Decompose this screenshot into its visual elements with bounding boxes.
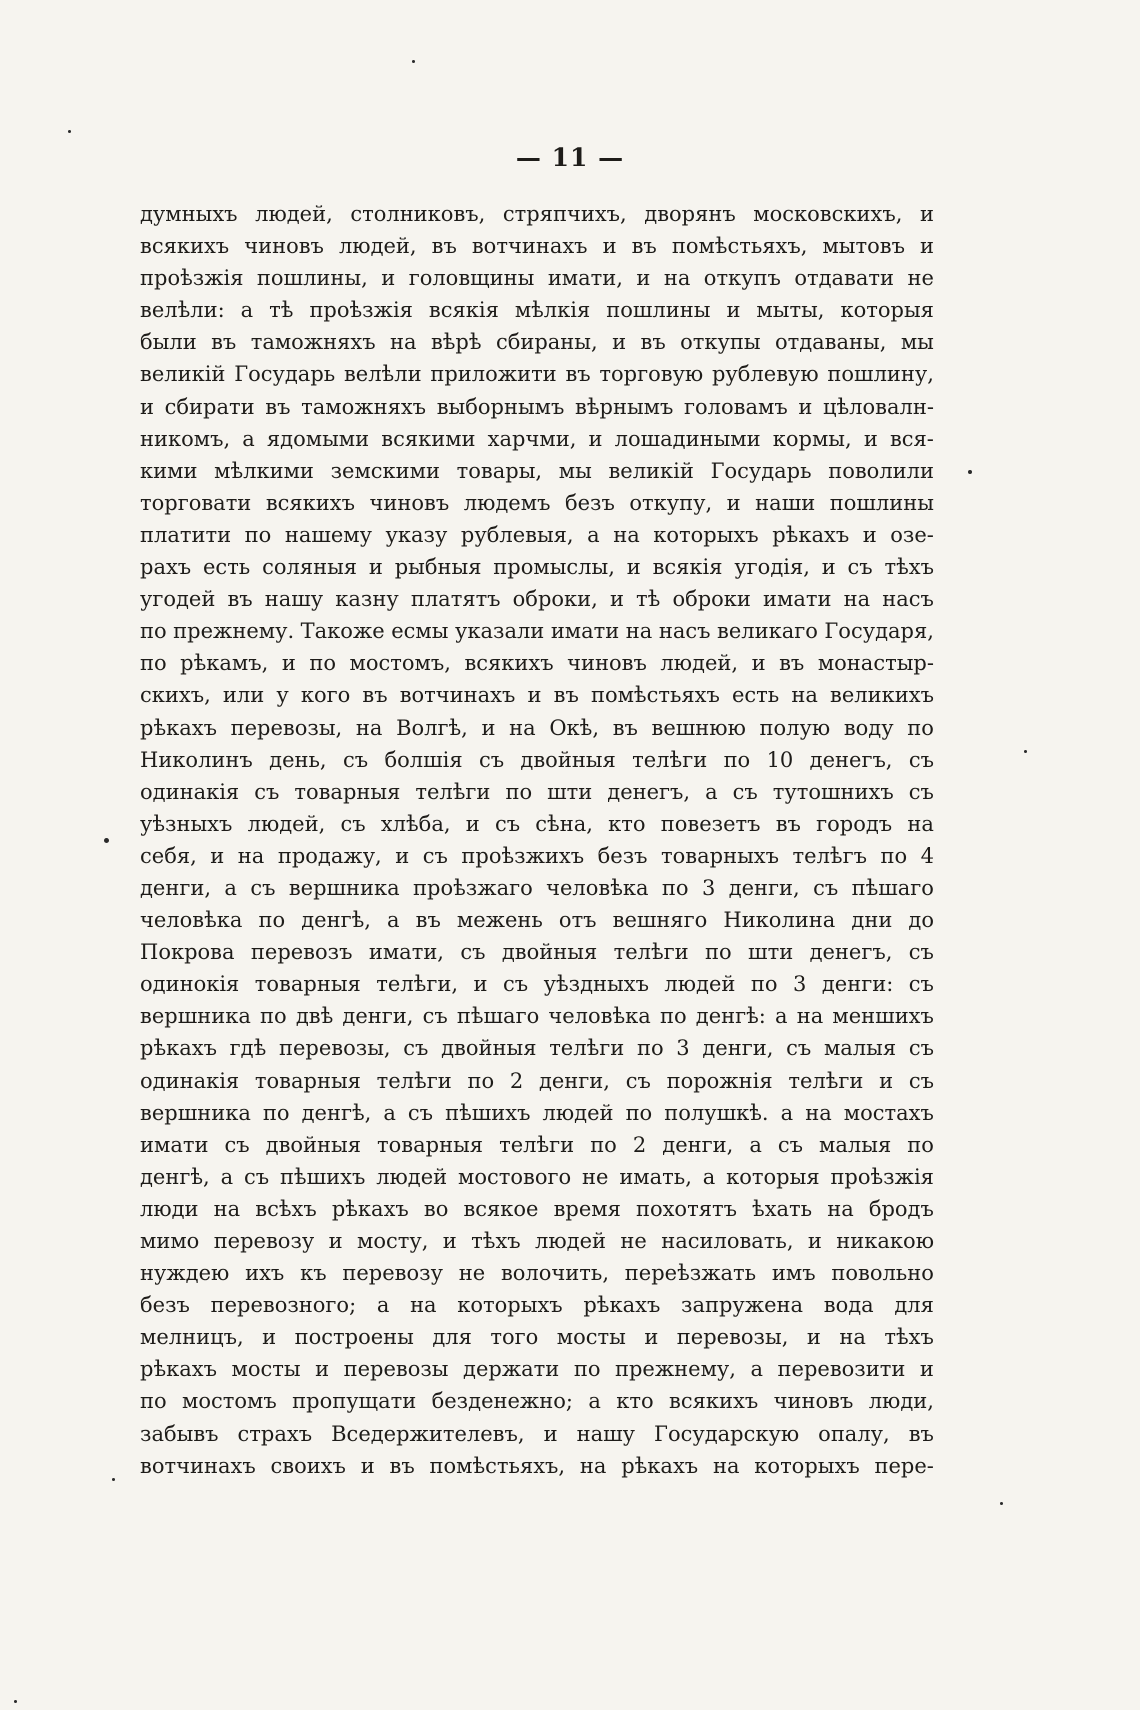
- text-line: всякихъ чиновъ людей, въ вотчинахъ и въ помѣстьяхъ, мытовъ и: [140, 234, 934, 259]
- text-line: вершника по денгѣ, а съ пѣшихъ людей по полушкѣ. а на мостахъ: [140, 1100, 934, 1125]
- text-line: вершника по двѣ денги, съ пѣшаго человѣка по денгѣ: а на меншихъ: [140, 1004, 934, 1029]
- text-line: Покрова перевозъ имати, съ двойныя телѣги по шти денегъ, съ: [140, 940, 934, 965]
- text-line: велѣли: а тѣ проѣзжія всякія мѣлкія пошлины и мыты, которыя: [140, 298, 934, 323]
- text-line: денги, а съ вершника проѣзжаго человѣка по 3 денги, съ пѣшаго: [140, 875, 934, 900]
- text-line: уѣзныхъ людей, съ хлѣба, и съ сѣна, кто повезетъ въ городъ на: [140, 811, 934, 836]
- text-line: одинокія товарныя телѣги, и съ уѣздныхъ людей по 3 денги: съ: [140, 972, 934, 997]
- text-line: по рѣкамъ, и по мостомъ, всякихъ чиновъ людей, и въ монастыр-: [140, 651, 934, 676]
- text-line: никомъ, а ядомыми всякими харчми, и лошадиными кормы, и вся-: [140, 426, 934, 451]
- text-line: по мостомъ пропущати безденежно; а кто всякихъ чиновъ люди,: [140, 1389, 934, 1414]
- scan-speck: [1024, 750, 1027, 753]
- text-line: платити по нашему указу рублевыя, а на которыхъ рѣкахъ и озе-: [140, 522, 934, 547]
- text-line: кими мѣлкими земскими товары, мы великій Государь поволили: [140, 458, 934, 483]
- scan-speck: [968, 470, 972, 474]
- text-line: забывъ страхъ Вседержителевъ, и нашу Государскую опалу, въ: [140, 1421, 934, 1446]
- body-text: [140, 198, 934, 1482]
- text-line: рѣкахъ гдѣ перевозы, съ двойныя телѣги по 3 денги, съ малыя съ: [140, 1036, 934, 1061]
- text-line: мелницъ, и построены для того мосты и перевозы, и на тѣхъ: [140, 1325, 934, 1350]
- scan-speck: [104, 838, 109, 843]
- text-line: думныхъ людей, столниковъ, стряпчихъ, дворянъ московскихъ, и: [140, 202, 934, 226]
- text-line: себя, и на продажу, и съ проѣзжихъ безъ товарныхъ телѣгъ по 4: [140, 843, 934, 868]
- text-line: великій Государь велѣли приложити въ торговую рублевую пошлину,: [140, 362, 934, 387]
- scan-speck: [14, 1700, 17, 1703]
- text-line: одинакія съ товарныя телѣги по шти денегъ, а съ тутошнихъ съ: [140, 779, 934, 804]
- text-line: имати съ двойныя товарныя телѣги по 2 денги, а съ малыя по: [140, 1132, 934, 1157]
- text-line: были въ таможняхъ на вѣрѣ сбираны, и въ откупы отдаваны, мы: [140, 330, 934, 355]
- text-line: нуждею ихъ къ перевозу не волочить, переѣзжать имъ повольно: [140, 1261, 934, 1286]
- text-line: и сбирати въ таможняхъ выборнымъ вѣрнымъ головамъ и цѣловалн-: [140, 394, 934, 419]
- text-line: денгѣ, а съ пѣшихъ людей мостового не имать, а которыя проѣзжія: [140, 1164, 934, 1189]
- text-line: скихъ, или у кого въ вотчинахъ и въ помѣстьяхъ есть на великихъ: [140, 683, 934, 708]
- scan-speck: [112, 1478, 115, 1481]
- page-number: — 11 —: [515, 143, 625, 172]
- text-line: мимо перевозу и мосту, и тѣхъ людей не насиловать, и никакою: [140, 1229, 934, 1253]
- text-line: одинакія товарныя телѣги по 2 денги, съ порожнія телѣги и съ: [140, 1068, 934, 1093]
- text-line: человѣка по денгѣ, а въ межень отъ вешняго Николина дни до: [140, 908, 934, 933]
- scan-speck: [68, 130, 71, 133]
- text-line: рѣкахъ мосты и перевозы держати по прежнему, а перевозити и: [140, 1357, 934, 1382]
- text-line: вотчинахъ своихъ и въ помѣстьяхъ, на рѣкахъ на которыхъ пере-: [140, 1453, 934, 1478]
- text-line: проѣзжія пошлины, и головщины имати, и на откупъ отдавати не: [140, 266, 934, 291]
- text-line: угодей въ нашу казну платятъ оброки, и тѣ оброки имати на насъ: [140, 587, 934, 612]
- text-line: рѣкахъ перевозы, на Волгѣ, и на Окѣ, въ вешнюю полую воду по: [140, 715, 934, 740]
- text-line: торговати всякихъ чиновъ людемъ безъ откупу, и наши пошлины: [140, 490, 934, 515]
- scan-speck: [1000, 1502, 1003, 1505]
- text-line: безъ перевозного; а на которыхъ рѣкахъ запружена вода для: [140, 1293, 934, 1318]
- scan-speck: [412, 60, 415, 63]
- text-line: рахъ есть соляныя и рыбныя промыслы, и всякія угодія, и съ тѣхъ: [140, 555, 934, 580]
- text-line: по прежнему. Такоже есмы указали имати на насъ великаго Государя,: [140, 619, 934, 644]
- text-line: люди на всѣхъ рѣкахъ во всякое время похотятъ ѣхать на бродъ: [140, 1196, 934, 1221]
- text-line: Николинъ день, съ болшія съ двойныя телѣги по 10 денегъ, съ: [140, 747, 934, 772]
